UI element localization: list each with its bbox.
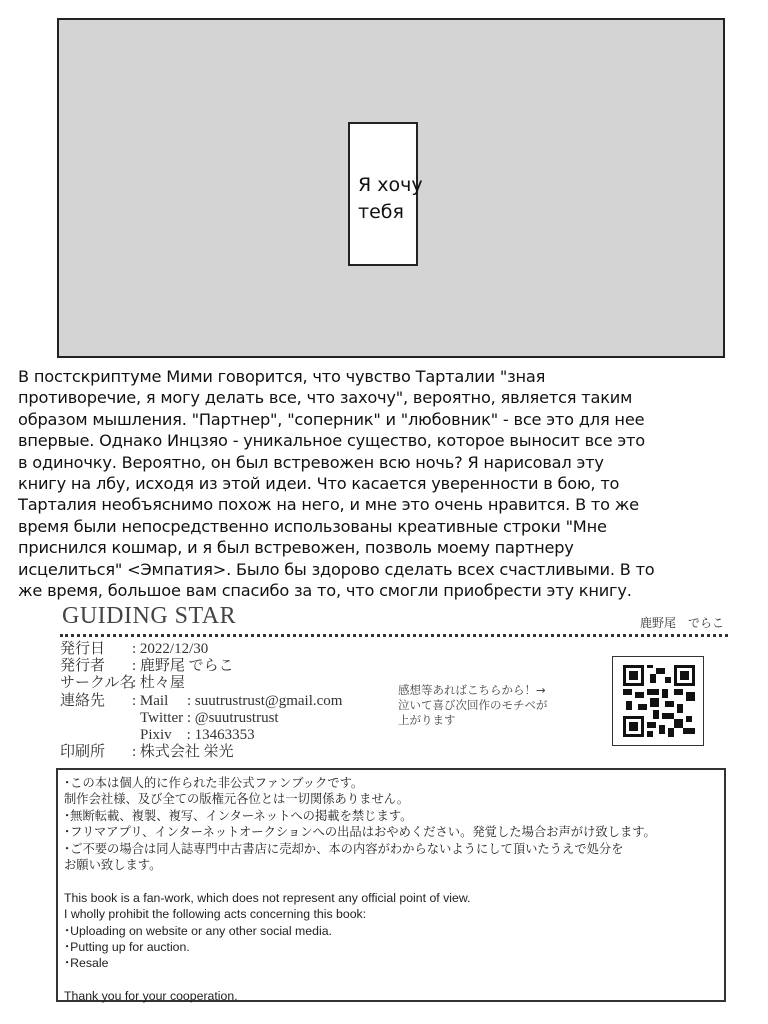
info-key: 連絡先 <box>60 692 106 709</box>
story-line: же время, большое вам спасибо за то, что смогли приобрести эту книгу. <box>18 581 632 601</box>
disclaimer-line: ･Uploading on website or any other social media. <box>64 923 332 938</box>
note-line: 泣いて喜び次回作のモチベが <box>398 698 548 712</box>
disclaimer-line: This book is a fan-work, which does not represent any official point of view. <box>64 890 471 905</box>
speech-line: тебя <box>358 201 404 223</box>
qr-code-icon[interactable] <box>612 656 704 746</box>
info-row <box>60 641 342 658</box>
translator-note <box>18 366 758 601</box>
book-title: GUIDING STAR <box>62 603 237 629</box>
info-key: 発行日 <box>60 641 106 657</box>
info-value: : 株式会社 栄光 <box>132 744 234 761</box>
disclaimer-line: ･Putting up for auction. <box>64 940 190 955</box>
info-row <box>60 675 342 692</box>
twitter-value: Twitter : @suutrustrust <box>140 709 279 726</box>
story-line: Тарталия необъяснимо похож на него, и мне это очень нравится. В то же <box>18 495 639 515</box>
pixiv-value: Pixiv : 13463353 <box>140 727 255 744</box>
story-line: в одиночку. Вероятно, он был встревожен всю ночь? Я нарисовал эту <box>18 452 604 472</box>
info-row <box>60 658 342 675</box>
disclaimer-line: ･フリマアプリ、インターネットオークションへの出品はおやめください。発覚した場合お声がけ致します。 <box>64 825 656 840</box>
disclaimer-line: ･この本は個人的に作られた非公式ファンブックです。 <box>64 776 364 790</box>
info-value: : 杜々屋 <box>132 675 185 692</box>
speech-line: Я хочу <box>358 174 423 196</box>
info-key <box>60 727 140 744</box>
story-line: образом мышления. "Партнер", "соперник" и "любовник" - все это для нее <box>18 409 645 429</box>
dotted-divider <box>60 634 728 637</box>
info-key: 発行者 <box>60 658 106 675</box>
info-key <box>60 710 140 727</box>
disclaimer-line: お願い致します。 <box>64 858 162 873</box>
info-row <box>60 693 342 710</box>
info-key: サークル名 <box>60 675 135 692</box>
feedback-note <box>398 683 548 728</box>
story-line: исцелиться" <Эмпатия>. Было бы здорово сделать всех счастливыми. В то <box>18 559 655 579</box>
info-row <box>60 710 342 727</box>
disclaimer-line: 制作会社様、及び全ての版権元各位とは一切関係ありません。 <box>64 792 410 807</box>
info-key: 印刷所 <box>60 744 106 761</box>
disclaimer-line: ･無断転載、複製、複写、インターネットへの掲載を禁じます。 <box>64 808 413 823</box>
info-value: : 鹿野尾 でらこ <box>132 658 234 675</box>
story-line: противоречие, я могу делать все, что захочу", вероятно, является таким <box>18 388 633 408</box>
disclaimer-line <box>64 972 656 988</box>
speech-bubble-text <box>358 172 423 226</box>
note-line: 感想等あればこちらから！→ <box>398 683 546 697</box>
story-line: В постскриптуме Мими говорится, что чувство Тарталии "зная <box>18 367 546 386</box>
story-line: впервые. Однако Инцзяо - уникальное существо, которое выносит все это <box>18 431 645 451</box>
info-row <box>60 744 342 761</box>
note-line: 上がります <box>398 713 456 727</box>
qr-code-graphic <box>623 665 695 737</box>
disclaimer-line <box>64 873 656 889</box>
disclaimer-text <box>64 775 656 1005</box>
disclaimer-line: Thank you for your cooperation. <box>64 989 238 1004</box>
disclaimer-line: ･Resale <box>64 956 109 971</box>
disclaimer-line: ･ご不要の場合は同人誌専門中古書店に売却か、本の内容がわからないようにして頂いたうえで処分を <box>64 841 624 856</box>
story-line: время были непосредственно использованы креативные строки "Мне <box>18 516 607 536</box>
info-value: : Mail : suutrustrust@gmail.com <box>132 692 343 709</box>
disclaimer-line: I wholly prohibit the following acts concerning this book: <box>64 907 367 922</box>
story-line: книгу на лбу, исходя из этой идеи. Что касается уверенности в бою, то <box>18 474 620 494</box>
author-name: 鹿野尾 でらこ <box>640 616 725 630</box>
info-row <box>60 727 342 744</box>
info-value: : 2022/12/30 <box>132 641 209 657</box>
story-line: приснился кошмар, и я был встревожен, позволь моему партнеру <box>18 538 574 558</box>
colophon-info <box>60 641 342 761</box>
